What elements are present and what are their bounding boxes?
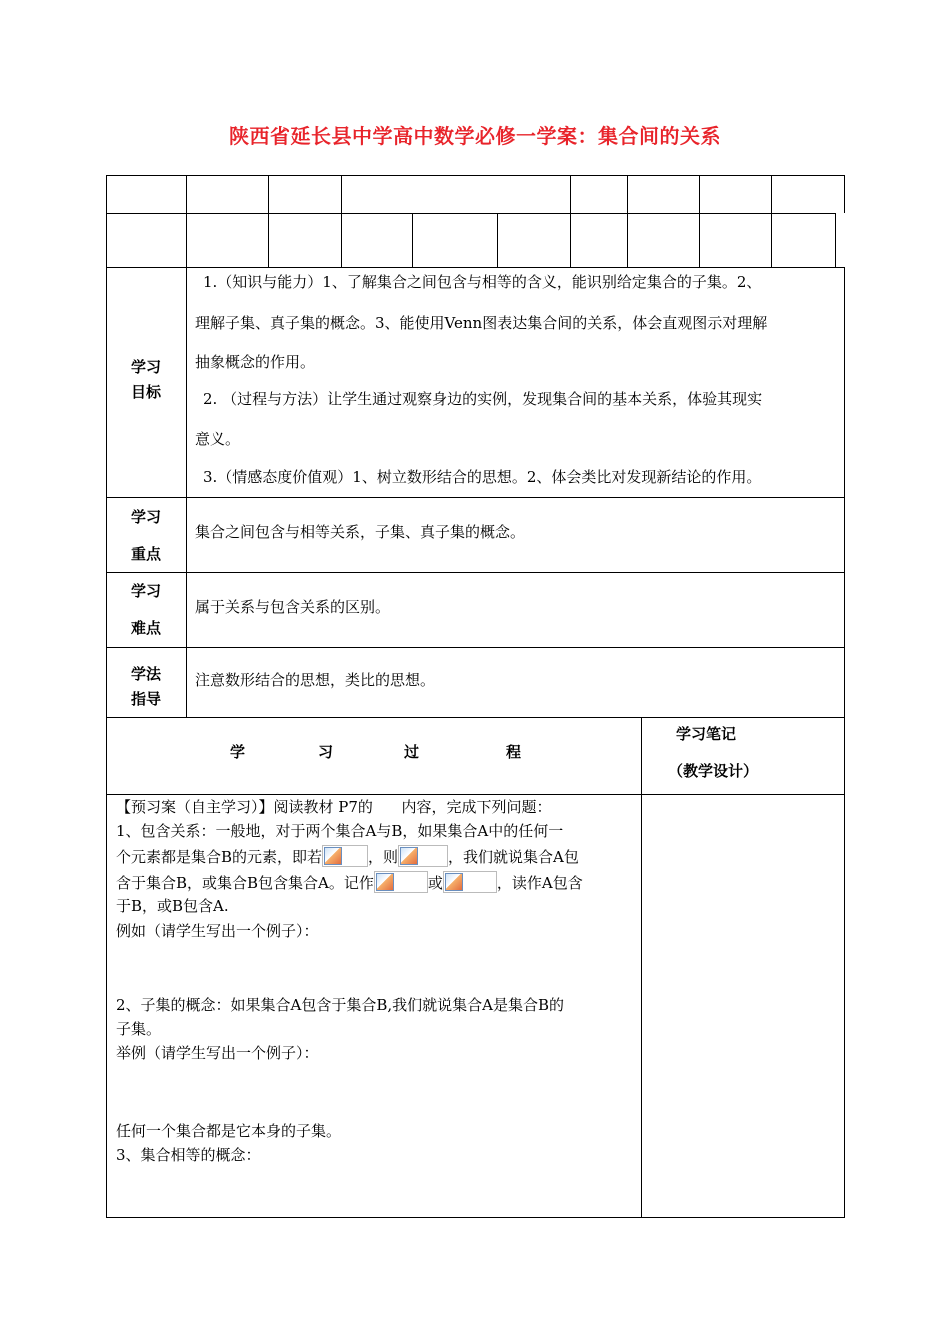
content-line-6: 例如（请学生写出一个例子）： (116, 922, 319, 940)
difficulty-label: 学习 难点 (130, 582, 161, 637)
formula-image (322, 845, 368, 867)
content-line-5: 于B，或B包含A. (116, 897, 229, 915)
content-line-2: 1、包含关系：一般地，对于两个集合A与B，如果集合A中的任何一 (116, 822, 564, 840)
content-line-4: 含于集合B，或集合B包含集合A。记作 或 ，读作A包含 (116, 871, 583, 893)
page-title: 陕西省延长县中学高中数学必修一学案：集合间的关系 (229, 124, 721, 148)
content-line-1: 【预习案（自主学习）】阅读教材 P7的 内容，完成下列问题： (116, 798, 552, 816)
method-text: 注意数形结合的思想，类比的思想。 (195, 671, 436, 689)
formula-image (443, 871, 497, 893)
goals-line-2: 理解子集、真子集的概念。3、能使用Venn图表达集合间的关系，体会直观图示对理解 (195, 314, 768, 332)
goals-line-3: 抽象概念的作用。 (195, 353, 316, 371)
broken-image-icon (324, 847, 342, 865)
goals-line-4: 2. （过程与方法）让学生通过观察身边的实例，发现集合间的基本关系，体验其现实 (203, 390, 763, 408)
formula-image (398, 845, 448, 867)
goals-line-5: 意义。 (195, 430, 241, 448)
method-label: 学法 指导 (130, 665, 161, 708)
key-points-text: 集合之间包含与相等关系，子集、真子集的概念。 (195, 523, 526, 541)
broken-image-icon (400, 847, 418, 865)
content-line-9: 举例（请学生写出一个例子）： (116, 1044, 319, 1062)
goals-line-1: 1.（知识与能力）1、了解集合之间包含与相等的含义，能识别给定集合的子集。2、 (203, 273, 762, 291)
goals-line-6: 3.（情感态度价值观）1、树立数形结合的思想。2、体会类比对发现新结论的作用。 (203, 468, 762, 486)
formula-image (374, 871, 428, 893)
content-line-8: 子集。 (116, 1020, 162, 1038)
content-line-3: 个元素都是集合B的元素，即若 ，则 ，我们就说集合A包 (116, 845, 579, 867)
content-line-7: 2、子集的概念：如果集合A包含于集合B,我们就说集合A是集合B的 (116, 996, 565, 1014)
broken-image-icon (376, 873, 394, 891)
goals-label: 学习 目标 (130, 358, 161, 401)
difficulty-text: 属于关系与包含关系的区别。 (195, 598, 391, 616)
key-label: 学习 重点 (130, 508, 161, 563)
content-line-10: 任何一个集合都是它本身的子集。 (116, 1122, 342, 1140)
broken-image-icon (445, 873, 463, 891)
content-line-11: 3、集合相等的概念： (116, 1146, 261, 1164)
